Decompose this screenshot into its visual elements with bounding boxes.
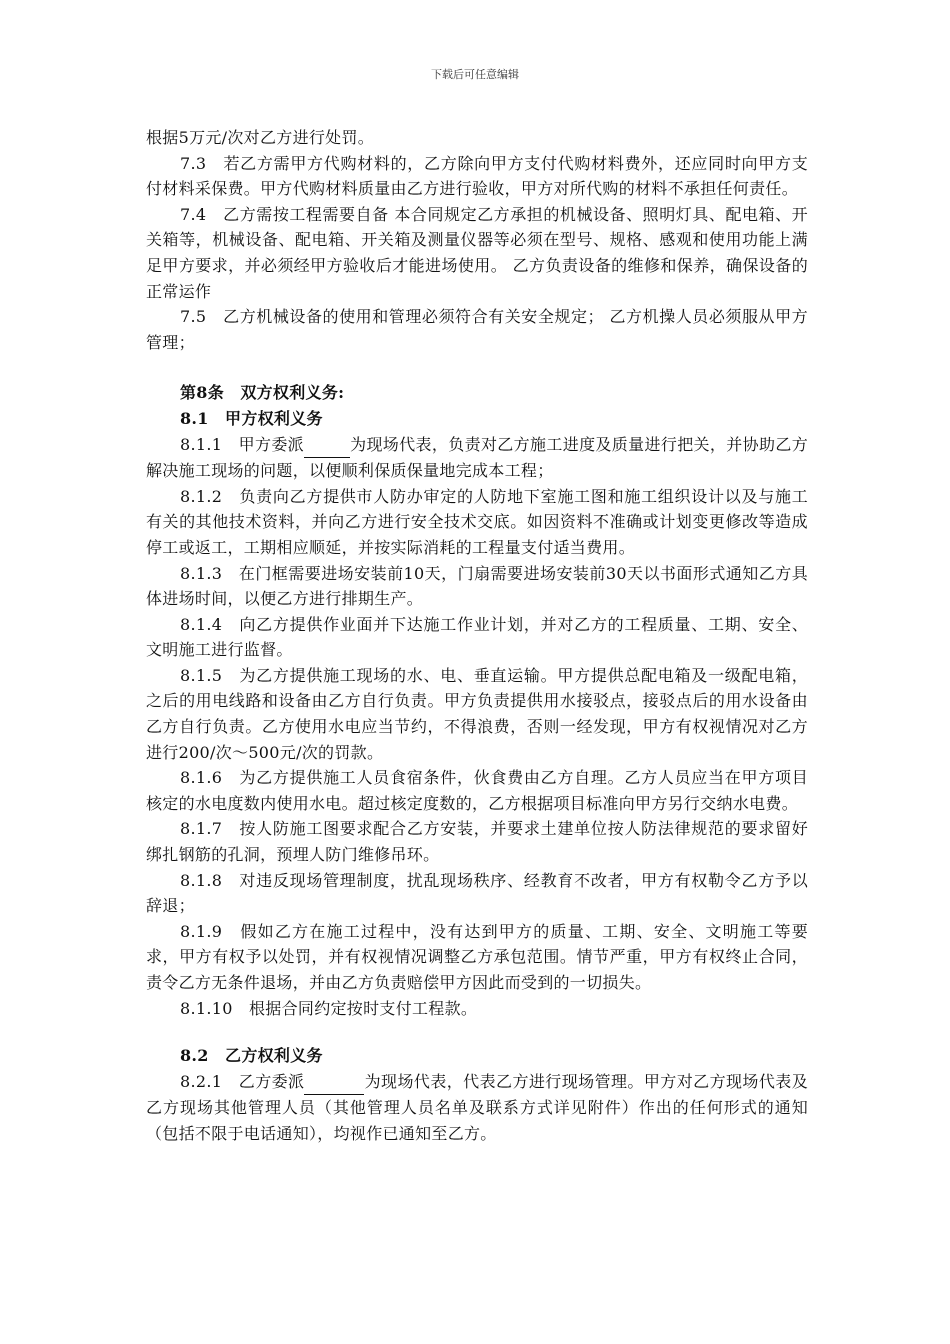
clause-8-1-7: 8.1.7 按人防施工图要求配合乙方安装，并要求土建单位按人防法律规范的要求留好绑扎钢筋的孔洞，预埋人防门维修吊环。: [146, 819, 808, 865]
section-8-1-heading: 8.1 甲方权利义务: [180, 408, 323, 428]
representative-blank: [304, 432, 350, 459]
representative-blank: [304, 1069, 364, 1096]
page-header: 下载后可任意编辑: [431, 68, 519, 81]
clause-7-4: 7.4 乙方需按工程需要自备 本合同规定乙方承担的机械设备、照明灯具、配电箱、开关箱等，机械设备、配电箱、开关箱及测量仪器等必须在型号、规格、感观和使用功能上满足甲方要求，并必须经甲方验收后才能进场使用。 乙方负责设备的维修和保养，确保设备的正常运作: [146, 204, 808, 301]
clause-8-2-1-lead: 8.2.1 乙方委派: [180, 1071, 305, 1091]
clause-8-2-1: [146, 1069, 808, 1147]
clause-8-2-1-rest: 为现场代表，代表乙方进行现场管理。甲方对乙方现场代表及乙方现场其他管理人员（其他管理人员名单及联系方式详见附件）作出的任何形式的通知（包括不限于电话通知），均视作已通知至乙方。: [146, 1071, 808, 1143]
clause-8-1-1: [146, 432, 808, 484]
clause-8-1-6: 8.1.6 为乙方提供施工人员食宿条件，伙食费由乙方自理。乙方人员应当在甲方项目核定的水电度数内使用水电。超过核定度数的，乙方根据项目标准向甲方另行交纳水电费。: [146, 768, 808, 813]
section-8-heading: 第8条 双方权利义务:: [180, 383, 345, 403]
clause-8-1-2: 8.1.2 负责向乙方提供市人防办审定的人防地下室施工图和施工组织设计以及与施工有关的其他技术资料，并向乙方进行安全技术交底。如因资料不准确或计划变更修改等造成停工或返工，工期相应顺延，并按实际消耗的工程量支付适当费用。: [146, 486, 808, 557]
document-body: [146, 125, 808, 1147]
section-8-2-heading: 8.2 乙方权利义务: [180, 1046, 323, 1066]
clause-8-1-10: 8.1.10 根据合同约定按时支付工程款。: [180, 998, 478, 1018]
clause-8-1-9: 8.1.9 假如乙方在施工过程中，没有达到甲方的质量、工期、安全、文明施工等要求，甲方有权予以处罚，并有权视情况调整乙方承包范围。情节严重，甲方有权终止合同，责令乙方无条件退场，并由乙方负责赔偿甲方因此而受到的一切损失。: [146, 921, 808, 992]
clause-8-1-3: 8.1.3 在门框需要进场安装前10天，门扇需要进场安装前30天以书面形式通知乙方具体进场时间，以便乙方进行排期生产。: [146, 563, 808, 609]
clause-7-5: 7.5 乙方机械设备的使用和管理必须符合有关安全规定； 乙方机操人员必须服从甲方管理；: [146, 307, 808, 352]
clause-8-1-4: 8.1.4 向乙方提供作业面并下达施工作业计划，并对乙方的工程质量、工期、安全、文明施工进行监督。: [146, 614, 808, 660]
paragraph-penalty-tail: 根据5万元/次对乙方进行处罚。: [146, 128, 375, 147]
clause-7-3: 7.3 若乙方需甲方代购材料的，乙方除向甲方支付代购材料费外，还应同时向甲方支付材料采保费。甲方代购材料质量由乙方进行验收，甲方对所代购的材料不承担任何责任。: [146, 153, 808, 199]
clause-8-1-1-lead: 8.1.1 甲方委派: [180, 434, 305, 454]
clause-8-1-1-rest: 为现场代表，负责对乙方施工进度及质量进行把关，并协助乙方解决施工现场的问题，以便顺利保质保量地完成本工程；: [146, 434, 808, 481]
clause-8-1-5: 8.1.5 为乙方提供施工现场的水、电、垂直运输。甲方提供总配电箱及一级配电箱，之后的用电线路和设备由乙方自行负责。甲方负责提供用水接驳点，接驳点后的用水设备由乙方自行负责。乙方使用水电应当节约，不得浪费，否则一经发现，甲方有权视情况对乙方进行200/次～500元/次的罚款。: [146, 665, 808, 762]
clause-8-1-8: 8.1.8 对违反现场管理制度，扰乱现场秩序、经教育不改者，甲方有权勒令乙方予以辞退；: [146, 870, 808, 916]
